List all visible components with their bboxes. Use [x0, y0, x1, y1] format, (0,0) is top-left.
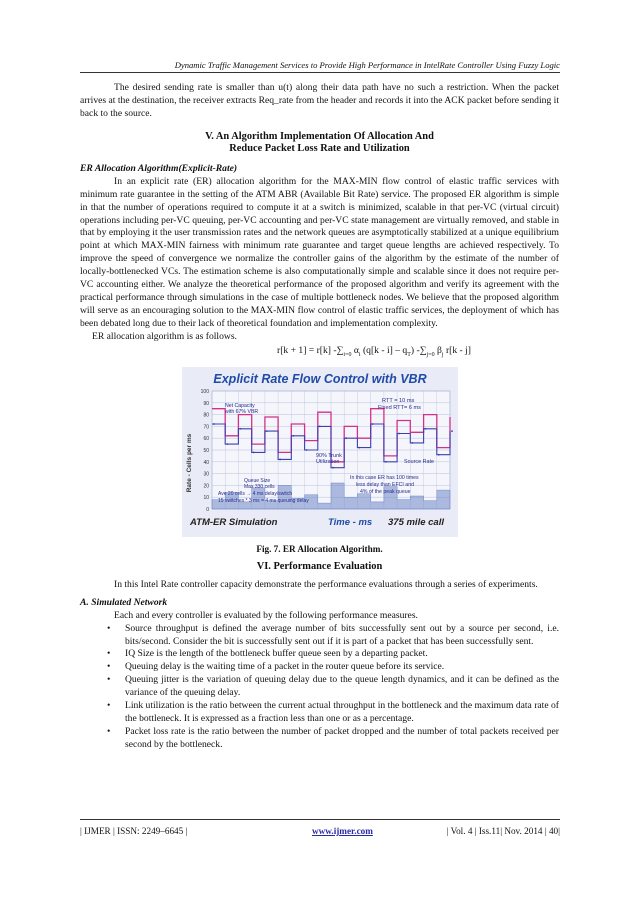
- simulated-network-paragraph: Each and every controller is evaluated by the following performance measures.: [114, 609, 418, 621]
- y-tick-label: 50: [202, 448, 209, 455]
- formula-middle: (q[k - i] – q: [360, 344, 408, 356]
- annotation-net-capacity-1: Net Capacity: [224, 403, 255, 410]
- list-item-text: Queuing delay is the waiting time of a packet in the router queue before its service.: [125, 661, 445, 673]
- er-figure: [182, 367, 458, 537]
- header-rule: [80, 72, 560, 73]
- annotation-queue-2: Max 330 cells: [243, 484, 275, 491]
- y-tick-label: 60: [202, 436, 209, 443]
- source-rate-point: [305, 450, 307, 452]
- annotation-queue-1: Queue Size: [243, 478, 270, 485]
- er-formula: [80, 345, 559, 362]
- formula-tail: r[k - j]: [443, 344, 471, 356]
- performance-measures-list: [80, 623, 559, 752]
- figure-ylabel: Rate - Cells per ms: [185, 434, 193, 493]
- footer-journal: | IJMER | ISSN: 2249–6645 |: [80, 826, 188, 836]
- y-tick-label: 90: [202, 401, 209, 408]
- source-rate-point: [279, 459, 281, 461]
- source-rate-point: [358, 447, 360, 449]
- intro-paragraph: The desired sending rate is smaller than u(t) along their data path have no such a restriction. When the packet arrives at the destination, the receiver extracts Req_rate from the header and records it into the ACK packet before sending it back to the source.: [80, 82, 559, 119]
- source-rate-point: [384, 461, 386, 463]
- bullet-icon: •: [107, 674, 111, 686]
- er-allocation-paragraph: In an explicit rate (ER) allocation algorithm for the MAX-MIN flow control of elastic traffic services with minimum rate guarantee in the setting of the ATM ABR (Available Bit Rate) service. The proposed ER algorithm is simple in that the number of operations required to compute it at a switch is minimized, scalable in that per-VC (virtual circuit) operations including per-VC queuing, per-VC accounting and per-VC state management are virtually removed, and stable in that by employing it the user transmission rates and the network queues are asymptotically stabilized at a unique equilibrium point at which MAX-MIN fairness with minimum rate guarantee and target queue lengths are achieved respectively. To improve the speed of convergence we normalize the controller gains of the algorithm by the estimate of the number of locally-bottlenecked VCs. The estimation scheme is also computationally simple and scalable since it does not require per-VC accounting either. We analyze the theoretical performance of the proposed algorithm and verify its agreement with the practical performance through simulations in the case of multiple bottleneck nodes. We believe that the proposed algorithm will serve as an encouraging solution to the MAX-MIN flow control of elastic traffic services, the deployment of which has been debated long due to their lack of theoretical foundation and implementation complexity.: [80, 175, 559, 329]
- list-item: [80, 674, 559, 700]
- section-5-title-line2: Reduce Packet Loss Rate and Utilization: [229, 143, 410, 155]
- list-item-text: Packet loss rate is the ratio between the number of packet dropped and the number of total packets received per second by the bottleneck.: [125, 725, 559, 750]
- formula-alpha-sub: i: [358, 351, 361, 358]
- source-rate-point: [252, 452, 254, 454]
- source-rate-point: [318, 426, 320, 428]
- bullet-icon: •: [107, 648, 111, 660]
- footer-rule: [80, 819, 560, 820]
- list-item-text: Source throughput is defined the average number of bits successfully sent out by a source per second, i.e. bits/second. Consider the bit is successfully sent out if it is part of a packet that has been successfully sent.: [125, 622, 559, 647]
- footer-volume: | Vol. 4 | Iss.11| Nov. 2014 | 40|: [446, 826, 560, 836]
- annotation-queue-4: 15 switches * 3 ms = 4 ms queuing delay: [217, 498, 309, 505]
- list-item: [80, 700, 559, 726]
- source-rate-point: [239, 428, 241, 430]
- bullet-icon: •: [107, 622, 111, 634]
- y-tick-label: 20: [202, 483, 209, 490]
- formula-intro: ER allocation algorithm is as follows.: [92, 330, 237, 342]
- y-tick-label: 100: [200, 389, 209, 396]
- section-5-heading: [80, 131, 559, 156]
- formula-sum1: ∑: [336, 344, 344, 356]
- source-rate-point: [292, 435, 294, 437]
- formula-middle2: ) -: [410, 344, 420, 356]
- source-rate-point: [398, 433, 400, 435]
- annotation-er-note-1: In this case ER has 100 times: [349, 475, 419, 482]
- source-rate-point: [332, 467, 334, 469]
- source-rate-point: [345, 438, 347, 440]
- section-5-title-line1: V. An Algorithm Implementation Of Allocation And: [205, 130, 434, 142]
- source-rate-point: [411, 442, 413, 444]
- list-item: [80, 623, 559, 649]
- section-6-paragraph: In this Intel Rate controller capacity demonstrate the performance evaluations through a series of experiments.: [114, 578, 538, 590]
- y-tick-label: 70: [202, 424, 209, 431]
- list-item-text: Link utilization is the ratio between the current actual throughput in the bottleneck and the maximum data rate of the bottleneck. It is expressed as a fraction less than one or as a percentage.: [125, 700, 559, 724]
- source-rate-point: [226, 444, 228, 446]
- source-rate-point: [437, 454, 439, 456]
- annotation-rtt-1: RTT = 10 ms: [381, 398, 414, 405]
- bullet-icon: •: [107, 700, 111, 712]
- list-item-text: IQ Size is the length of the bottleneck buffer queue seen by a departing packet.: [125, 648, 428, 660]
- y-tick-label: 0: [205, 507, 209, 514]
- y-tick-label: 80: [202, 413, 209, 420]
- running-header: Dynamic Traffic Management Services to Provide High Performance in IntelRate Controller Using Fuzzy Logic: [174, 60, 560, 70]
- annotation-trunk-2: Utilization: [315, 459, 339, 466]
- er-allocation-subheading: ER Allocation Algorithm(Explicit-Rate): [80, 162, 238, 174]
- formula-alpha: α: [353, 344, 359, 356]
- er-chart-svg: [182, 367, 458, 537]
- formula-sum2-sub: j=0: [426, 351, 435, 358]
- formula-qt-sub: T: [407, 351, 411, 358]
- formula-sum1-sub: i=0: [343, 351, 352, 358]
- y-tick-label: 30: [202, 472, 209, 479]
- section-6-heading: VI. Performance Evaluation: [256, 561, 383, 573]
- figure-sim-label: ATM-ER Simulation: [189, 517, 277, 529]
- annotation-trunk-1: 90% Trunk: [315, 453, 342, 460]
- formula-beta: β: [437, 344, 442, 356]
- source-rate-point: [265, 431, 267, 433]
- figure-caption: Fig. 7. ER Allocation Algorithm.: [256, 544, 383, 555]
- y-tick-label: 10: [202, 495, 209, 502]
- annotation-source-rate: Source Rate: [403, 459, 434, 466]
- figure-title: Explicit Rate Flow Control with VBR: [212, 372, 427, 387]
- list-item: [80, 726, 559, 752]
- page-body: [80, 82, 559, 752]
- formula-lhs: r[k + 1] = r[k] -: [277, 344, 337, 356]
- bullet-icon: •: [107, 725, 111, 737]
- source-rate-point: [451, 431, 453, 433]
- bullet-icon: •: [107, 661, 111, 673]
- simulated-network-subheading: A. Simulated Network: [80, 596, 168, 608]
- annotation-rtt-2: Fixed RTT= 6 ms: [377, 405, 421, 412]
- footer-website-link[interactable]: www.ijmer.com: [312, 826, 373, 836]
- y-tick-label: 40: [202, 460, 209, 467]
- list-item-text: Queuing jitter is the variation of queuing delay due to the queue length dynamics, and it can be defined as the variance of the queuing delay.: [125, 674, 559, 699]
- source-rate-point: [371, 424, 373, 426]
- figure-time-label: Time - ms: [327, 517, 372, 529]
- annotation-queue-3: Ave 20 cells → 4 ms delay/switch: [217, 491, 292, 498]
- source-rate-point: [424, 428, 426, 430]
- source-rate-point: [213, 424, 215, 426]
- annotation-er-note-2: less delay than EFCI and: [355, 482, 414, 489]
- list-item: [80, 661, 559, 674]
- formula-beta-sub: j: [441, 351, 444, 358]
- annotation-er-note-3: 4% of the peak queue: [359, 489, 410, 496]
- annotation-net-capacity-2: with 67% VBR: [224, 409, 258, 416]
- list-item: [80, 648, 559, 661]
- formula-sum2: ∑: [419, 344, 427, 356]
- figure-call-label: 375 mile call: [387, 517, 444, 529]
